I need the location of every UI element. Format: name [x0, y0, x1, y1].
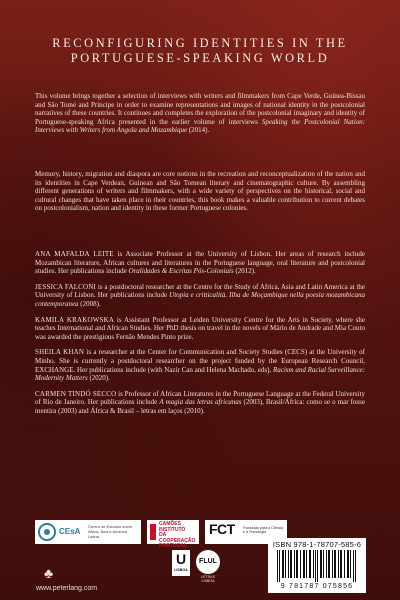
ulisboa-logo: [172, 550, 190, 576]
bio-book-title: Racism and Racial Surveillance: Modernity Matters: [35, 365, 365, 383]
bio-leite: [35, 250, 365, 276]
isbn-barcode: [268, 538, 366, 593]
book-title: [30, 36, 370, 66]
camoes-line: PORTUGAL: [159, 543, 188, 550]
fct-abbr: FCT: [209, 521, 235, 537]
themes-text: Memory, history, migration and diaspora are core notions in the recreation and reconceptualization of the nation and its identities in Cape Verdean, Guinean and São Tomean literary and cinematographic culture. By assembling different generations of writers and filmmakers, with a wide variety of perspectives on the historical, social and cultural changes that have taken place in their countries, this book makes a valuable contribution to current debates on postcolonialism, nation and identity in these former Portuguese colonies.: [35, 170, 365, 213]
camoes-logo: [147, 520, 199, 550]
bio-krakowska: [35, 316, 365, 342]
flul-subtitle: LETRAS LISBOA: [201, 575, 215, 583]
bio-text-end: (2008).: [78, 299, 101, 308]
bio-name: KAMILA KRAKOWSKA: [35, 315, 115, 324]
intro-book-title: Speaking the Postcolonial Nation: Interviews with Writers from Angola and Mozambique: [35, 117, 365, 135]
cesa-desc: Centro de Estudos sobre África, Ásia e América Latina: [88, 524, 133, 539]
themes-paragraph: [35, 170, 365, 213]
camoes-line: INSTITUTO: [159, 526, 186, 533]
bio-text-end: (2012).: [233, 267, 256, 276]
bio-book-title: A magia das letras africanas: [159, 398, 242, 407]
flul-logo: FLUL: [196, 550, 220, 574]
camoes-line: CAMÕES: [159, 521, 181, 527]
bio-text: is Professor of African Literatures in the Portuguese Language at the Federal University of Rio de Janeiro. Her publications include: [35, 389, 365, 407]
bio-khan: [35, 348, 365, 382]
camoes-line: DA COOPERAÇÃO: [159, 532, 196, 544]
fct-desc: Fundação para a Ciência e a Tecnologia: [243, 526, 284, 535]
bio-text: is a postdoctoral researcher at the Centre for the Study of Africa, Asia and Latin America at the University of Lisbon. Her publications include: [35, 282, 365, 300]
bio-book-title: Oralidades & Escritas Pós-Coloniais: [128, 267, 234, 276]
intro-paragraph: [35, 92, 365, 135]
isbn-label: ISBN 978-1-78707-585-6: [272, 540, 362, 549]
bio-name: CARMEN TINDÓ SECCO: [35, 389, 117, 398]
barcode-digits: 9 781787 075856: [280, 583, 354, 590]
cesa-abbr: CEsA: [59, 527, 81, 536]
bio-text: is Assistant Professor at Leiden University Centre for the Arts in Society, where she teaches International and African Studies. Her PhD thesis on travel in the novels of Mário de Andrade and Mia Couto was awarded the prestigious Fernão Mendes Pinto prize.: [35, 315, 366, 341]
bio-name: JESSICA FALCONI: [35, 282, 97, 291]
university-logos: [152, 550, 242, 584]
barcode-icon: [276, 550, 358, 582]
bio-falconi: [35, 283, 365, 309]
author-bios: [35, 250, 365, 423]
publisher-url: www.peterlang.com: [36, 585, 98, 592]
bio-text-end: (2020).: [87, 374, 110, 383]
bio-book-title: Utopia e critticalità. Ilha de Moçambique nella poesia mozambicana contemporanea: [35, 291, 365, 308]
bio-text-end: (2003), Brasil/África: como se o mar fosse mentira (2003) and África & Brasil – letras em laços (2010).: [35, 398, 365, 415]
ulisboa-text: LISBOA: [174, 568, 188, 572]
cesa-emblem-icon: [38, 523, 56, 541]
peter-lang-logo-icon: ♣: [44, 567, 54, 582]
title-line-2: PORTUGUESE-SPEAKING WORLD: [70, 51, 330, 65]
ulisboa-mark: U: [175, 551, 187, 567]
bio-name: ANA MAFALDA LEITE: [35, 250, 114, 258]
bio-text: is Associate Professor at the University of Lisbon. Her areas of research include Mozambican literature, African cultures and literatures in the Portuguese language, oral literature and postcolonial studies. Her publications include: [35, 250, 365, 276]
bio-name: SHEILA KHAN: [35, 348, 85, 357]
intro-text-end: (2014).: [187, 126, 210, 135]
bio-secco: [35, 390, 365, 416]
cesa-logo: [35, 520, 141, 544]
intro-text: This volume brings together a selection of interviews with writers and filmmakers from Cape Verde, Guinea-Bissau and São Tomé and Príncipe in order to examine representations and images of national identity in the postcolonial narratives of these countries. It continues and completes the exploration of the postcolonial imaginary and identity of Portuguese-speaking Africa presented in the earlier volume of interviews: [35, 92, 365, 126]
title-line-1: RECONFIGURING IDENTITIES IN THE: [52, 36, 348, 50]
camoes-emblem-icon: [150, 524, 156, 540]
publisher-mark: [36, 568, 96, 596]
bio-text: is a researcher at the Center for Communication and Society Studies (CECS) at the University of Minho. She is currently a postdoctoral researcher on the project funded by the European Research Council, EXCHANGE. Her publications include (with Nazir Can and Helena Machado, eds),: [35, 348, 366, 374]
camoes-text: [159, 522, 199, 550]
